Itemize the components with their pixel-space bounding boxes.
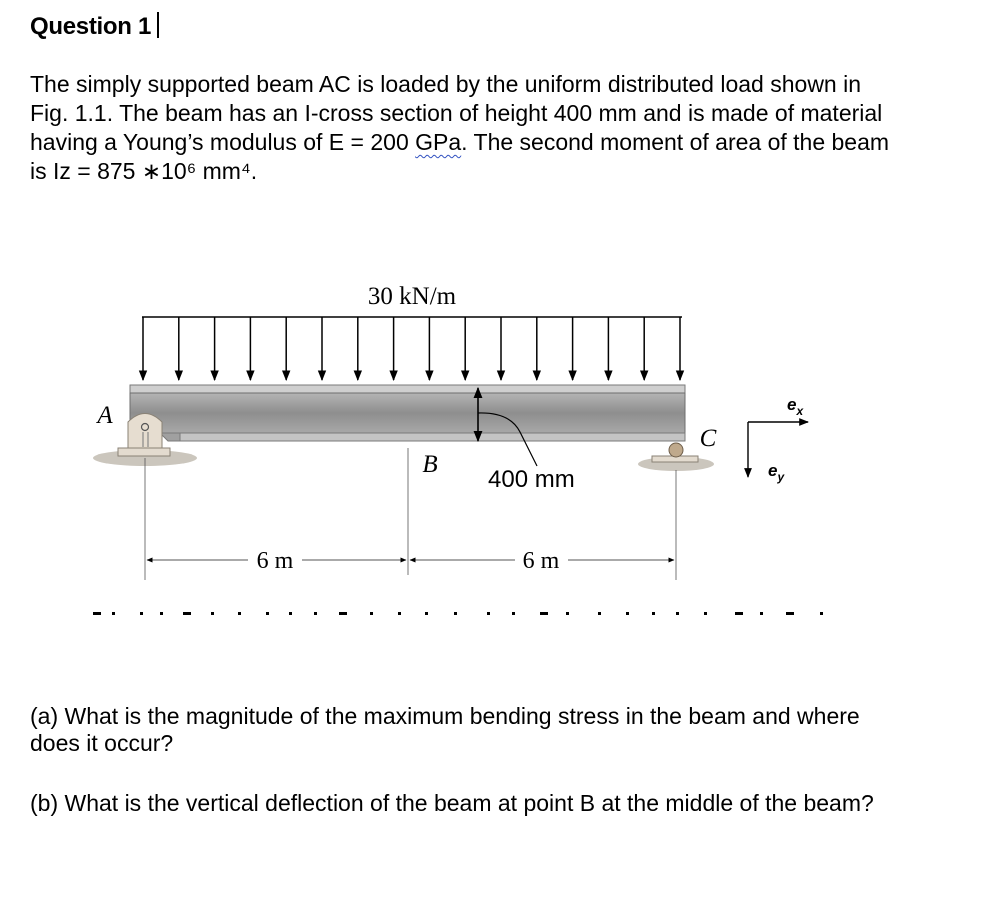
question-title-text: Question 1 (30, 13, 152, 40)
coordinate-axes (748, 395, 808, 484)
question-part-a (30, 703, 980, 757)
span-left-label: 6 m (256, 548, 294, 574)
beam-web (130, 393, 685, 433)
caption-fragment (652, 612, 655, 615)
load-arrows (143, 317, 680, 380)
label-b: B (422, 451, 438, 478)
roller-c (669, 443, 683, 457)
label-a: A (97, 402, 113, 429)
caption-fragment (512, 612, 515, 615)
spellcheck-word[interactable]: GPa (415, 129, 462, 155)
caption-fragment (398, 612, 401, 615)
caption-fragment (626, 612, 629, 615)
part-b-line-1: (b) What is the vertical deflection of the beam at point B at the middle of the beam? (30, 790, 874, 816)
height-label: 400 mm (488, 466, 575, 493)
beam-end-chamfer (160, 433, 180, 441)
intro-line-2: Fig. 1.1. The beam has an I-cross section of height 400 mm and is made of material (30, 100, 883, 126)
beam-top-flange (130, 385, 685, 393)
label-c: C (699, 425, 717, 452)
clipped-caption (93, 612, 823, 615)
caption-fragment (266, 612, 269, 615)
caption-fragment (211, 612, 214, 615)
intro-line-3-start: having a Young’s modulus of E = 200 (30, 129, 416, 155)
axis-x-label: $e_x$ (787, 395, 804, 418)
roller-support-c (638, 443, 714, 580)
caption-fragment (735, 612, 743, 615)
caption-fragment (160, 612, 163, 615)
caption-fragment (786, 612, 794, 615)
load-label: 30 kN/m (367, 283, 457, 310)
axis-y-label: $e_y$ (768, 461, 785, 484)
caption-fragment (112, 612, 115, 615)
caption-fragment (676, 612, 679, 615)
caption-fragment (540, 612, 548, 615)
caption-fragment (425, 612, 428, 615)
caption-fragment (238, 612, 241, 615)
caption-fragment (760, 612, 763, 615)
caption-fragment (454, 612, 457, 615)
question-part-b (30, 790, 980, 817)
base-plate-a (118, 448, 170, 456)
intro-line-1: The simply supported beam AC is loaded by the uniform distributed load shown in (30, 71, 862, 97)
caption-fragment (598, 612, 601, 615)
caption-fragment (314, 612, 317, 615)
caption-fragment (289, 612, 292, 615)
intro-line-3-end: . The second moment of area of the beam (461, 129, 890, 155)
caption-fragment (140, 612, 143, 615)
caption-fragment (704, 612, 707, 615)
beam (130, 385, 685, 441)
caption-fragment (820, 612, 823, 615)
caption-fragment (487, 612, 490, 615)
caption-fragment (566, 612, 569, 615)
caption-fragment (183, 612, 191, 615)
span-right-label: 6 m (522, 548, 560, 574)
caption-fragment (370, 612, 373, 615)
part-a-line-2: does it occur? (30, 730, 174, 756)
part-a-line-1: (a) What is the magnitude of the maximum bending stress in the beam and where (30, 703, 860, 729)
caption-fragment (93, 612, 101, 615)
caption-fragment (339, 612, 347, 615)
intro-line-4: is Iz = 875 ∗10⁶ mm⁴. (30, 158, 258, 184)
beam-bottom-flange (180, 433, 685, 441)
